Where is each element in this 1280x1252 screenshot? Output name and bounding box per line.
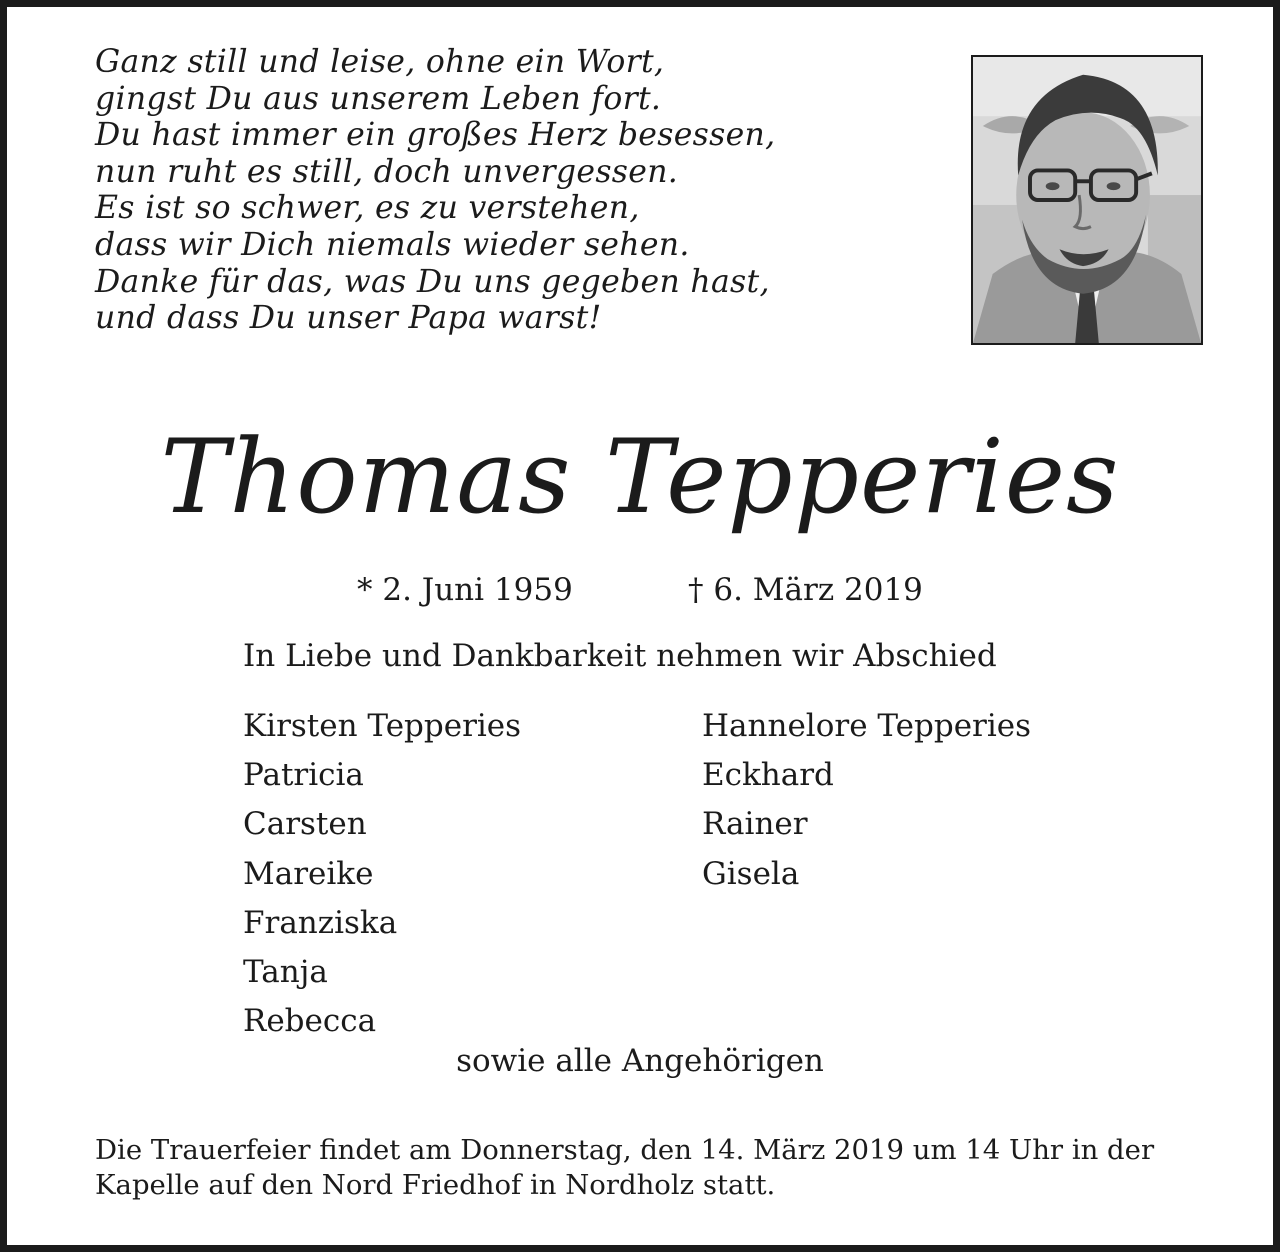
poem-line: und dass Du unser Papa warst! bbox=[95, 300, 602, 337]
farewell-intro: In Liebe und Dankbarkeit nehmen wir Abschied bbox=[243, 638, 997, 674]
poem-line: Es ist so schwer, es zu verstehen, bbox=[95, 190, 640, 227]
death-date: † 6. März 2019 bbox=[688, 572, 923, 608]
poem-line: gingst Du aus unserem Leben fort. bbox=[95, 80, 662, 117]
mourner-name: Carsten bbox=[243, 806, 367, 843]
mourners-left-column bbox=[243, 702, 521, 1046]
poem-line: Danke für das, was Du uns gegeben hast, bbox=[95, 263, 770, 300]
mourner-name: Mareike bbox=[243, 855, 374, 892]
poem-line: Du hast immer ein großes Herz besessen, bbox=[95, 117, 776, 154]
deceased-name: Thomas Tepperies bbox=[160, 418, 1120, 537]
memorial-poem bbox=[95, 44, 915, 337]
poem-line: Ganz still und leise, ohne ein Wort, bbox=[95, 44, 665, 80]
portrait-photo bbox=[971, 55, 1203, 345]
mourner-name: Eckhard bbox=[702, 757, 834, 794]
mourner-name: Rainer bbox=[702, 806, 808, 843]
portrait-illustration bbox=[973, 57, 1201, 343]
mourner-name: Tanja bbox=[243, 954, 328, 991]
poem-line: dass wir Dich niemals wieder sehen. bbox=[95, 226, 690, 263]
mourner-name: Hannelore Tepperies bbox=[702, 708, 1032, 744]
poem-line: nun ruht es still, doch unvergessen. bbox=[95, 153, 679, 190]
service-details bbox=[95, 1133, 1205, 1202]
relatives-line: sowie alle Angehörigen bbox=[456, 1043, 824, 1079]
birth-date: * 2. Juni 1959 bbox=[357, 572, 573, 608]
mourner-name: Kirsten Tepperies bbox=[243, 708, 522, 744]
service-line: Kapelle auf den Nord Friedhof in Nordholz statt. bbox=[95, 1168, 776, 1201]
mourners-right-column bbox=[702, 702, 1031, 899]
service-line: Die Trauerfeier findet am Donnerstag, den 14. März 2019 um 14 Uhr in der bbox=[95, 1134, 1155, 1166]
mourner-name: Gisela bbox=[702, 855, 800, 892]
mourner-name: Franziska bbox=[243, 904, 398, 941]
mourner-name: Patricia bbox=[243, 757, 364, 794]
mourner-name: Rebecca bbox=[243, 1003, 377, 1040]
